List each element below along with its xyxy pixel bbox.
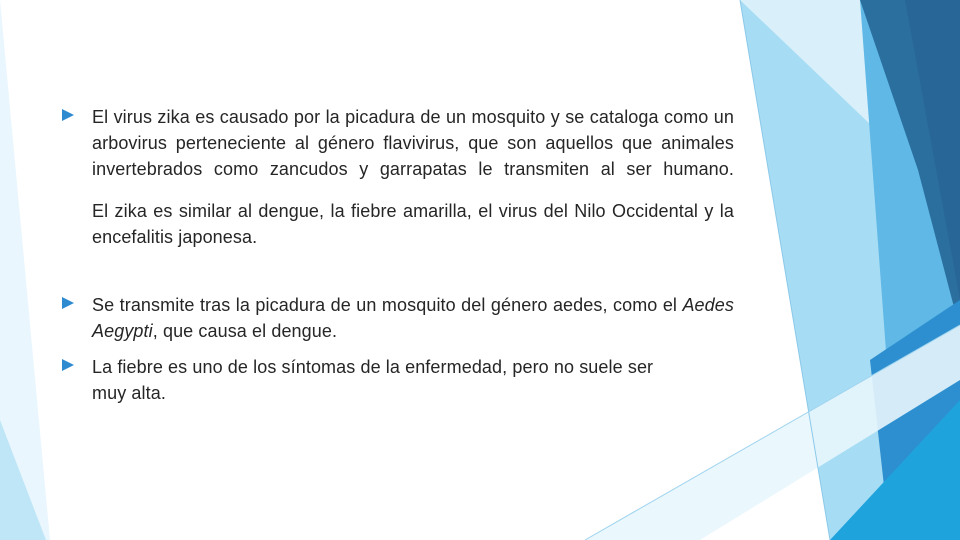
- bullet-item-3: [62, 354, 734, 406]
- triangle-bullet-icon: [62, 297, 74, 309]
- bullet-2-text-before: Se transmite tras la picadura de un mosquito del género aedes, como el: [92, 295, 683, 315]
- bullet-item-2: [62, 292, 734, 344]
- triangle-bullet-icon: [62, 109, 74, 121]
- bullet-2-text-after: , que causa el dengue.: [152, 321, 338, 341]
- bullet-item-1: [62, 104, 734, 250]
- bullet-2-text: [92, 292, 734, 344]
- bullet-1-paragraph-1: El virus zika es causado por la picadura de un mosquito y se cataloga como un arbovirus perteneciente al género flavivirus, que son aquellos que animales invertebrados como zancudos y garrapatas le transmiten al ser humano.: [92, 107, 734, 179]
- triangle-bullet-icon: [62, 359, 74, 371]
- bullet-3-text: La fiebre es uno de los síntomas de la enfermedad, pero no suele ser muy alta.: [92, 357, 654, 403]
- bullet-2-italic-species: Aedes Aegypti: [92, 295, 734, 341]
- bullet-1-paragraph-2: El zika es similar al dengue, la fiebre amarilla, el virus del Nilo Occidental y la encefalitis japonesa.: [92, 201, 734, 247]
- slide-content: [62, 104, 734, 406]
